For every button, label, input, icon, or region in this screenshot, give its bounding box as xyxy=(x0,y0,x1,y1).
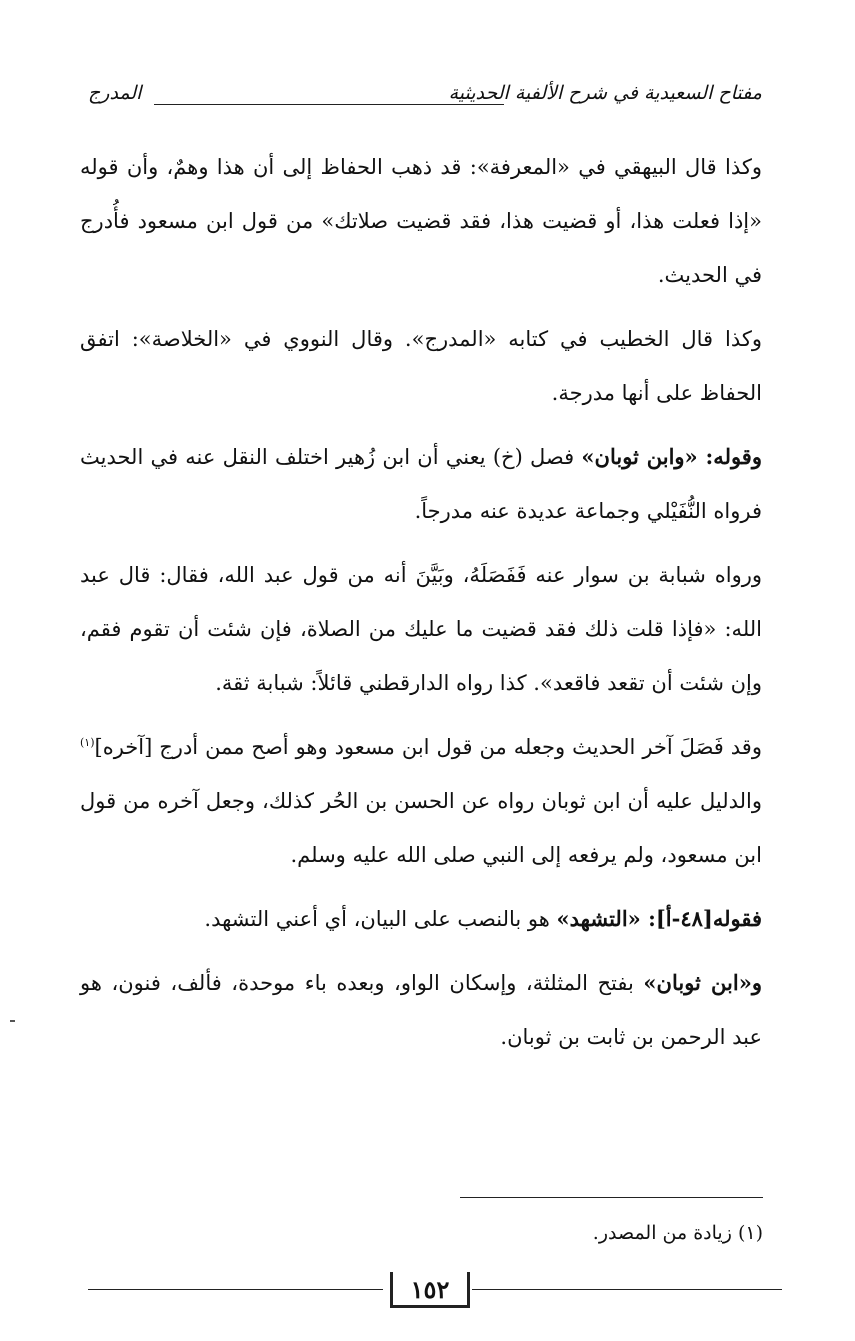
paragraph xyxy=(80,430,762,538)
body-text xyxy=(80,140,762,1074)
paragraph xyxy=(80,720,762,882)
paragraph-lead: فقوله[٤٨-أ]: «التشهد» xyxy=(556,906,762,931)
scan-mark xyxy=(10,1020,15,1022)
paragraph-text: وقد فَصَلَ آخر الحديث وجعله من قول ابن مسعود وهو أصح ممن أدرج [آخره] xyxy=(94,735,762,759)
paragraph xyxy=(80,956,762,1064)
paragraph xyxy=(80,892,762,946)
paragraph-lead: وقوله: «وابن ثوبان» xyxy=(581,444,762,469)
paragraph-text: وكذا قال البيهقي في «المعرفة»: قد ذهب الحفاظ إلى أن هذا وهمٌ، وأن قوله «إذا فعلت هذا، أو قضيت هذا، فقد قضيت صلاتك» من قول ابن مسعود فأُدرج في الحديث. xyxy=(80,155,762,287)
paragraph-text: بفتح المثلثة، وإسكان الواو، وبعده باء موحدة، فألف، فنون، هو عبد الرحمن بن ثابت بن ثوبان. xyxy=(80,971,762,1049)
running-header xyxy=(88,82,762,114)
footnote-number: (١) xyxy=(737,1222,763,1244)
header-rule xyxy=(154,104,504,105)
page-footer xyxy=(88,1272,782,1312)
footnote-reference: (١) xyxy=(80,736,95,749)
footnote-rule xyxy=(460,1197,763,1198)
paragraph xyxy=(80,548,762,710)
paragraph-text: وكذا قال الخطيب في كتابه «المدرج». وقال النووي في «الخلاصة»: اتفق الحفاظ على أنها مدرجة. xyxy=(80,327,762,405)
paragraph-text: ورواه شبابة بن سوار عنه فَفَصَلَهُ، وبَيَّنَ أنه من قول عبد الله، فقال: قال عبد الله: «فإذا قلت ذلك فقد قضيت ما عليك من الصلاة، فإن شئت أن تقوم فقم، وإن شئت أن تقعد فاقعد». كذا رواه الدارقطني قائلاً: شبابة ثقة. xyxy=(80,563,762,695)
footer-rule-left xyxy=(88,1289,383,1290)
footer-rule-right xyxy=(472,1289,782,1290)
paragraph-text: فصل (خ) يعني أن ابن زُهير اختلف النقل عنه في الحديث فرواه النُّفَيْلي وجماعة عديدة عنه مدرجاً. xyxy=(80,445,762,523)
paragraph-text: هو بالنصب على البيان، أي أعني التشهد. xyxy=(204,907,557,931)
footnote xyxy=(83,1222,763,1244)
book-title: مفتاح السعيدية في شرح الألفية الحديثية xyxy=(448,82,762,104)
page-number: ١٥٢ xyxy=(390,1272,470,1308)
paragraph xyxy=(80,312,762,420)
paragraph-text: والدليل عليه أن ابن ثوبان رواه عن الحسن بن الحُر كذلك، وجعل آخره من قول ابن مسعود، ولم يرفعه إلى النبي صلى الله عليه وسلم. xyxy=(80,789,762,867)
footnote-text: زيادة من المصدر. xyxy=(592,1222,732,1244)
paragraph xyxy=(80,140,762,302)
paragraph-lead: و«ابن ثوبان» xyxy=(643,970,762,995)
chapter-title: المدرج xyxy=(88,82,142,104)
